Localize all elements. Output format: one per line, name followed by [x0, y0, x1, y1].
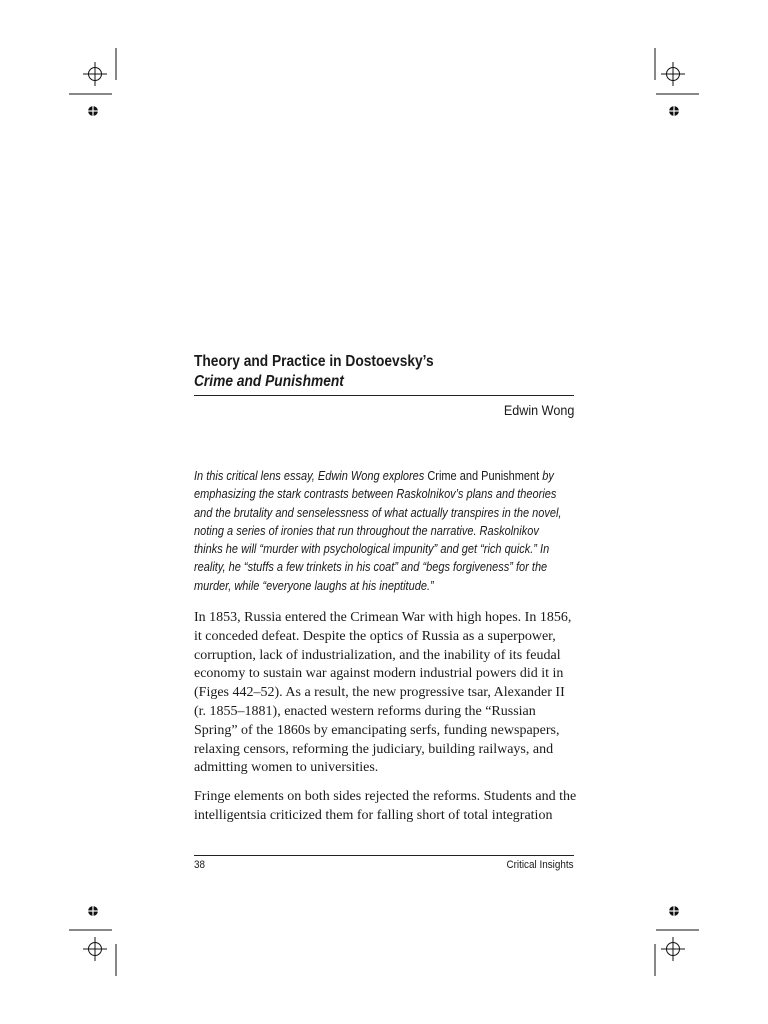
registration-mark-icon — [661, 62, 685, 86]
paragraph-line: admitting women to universities. — [194, 760, 379, 776]
paragraph-line: corruption, lack of industrialization, and the inability of its feudal — [194, 647, 561, 663]
paragraph-line: Fringe elements on both sides rejected the reforms. Students and the — [194, 789, 577, 804]
abstract-line: emphasizing the stark contrasts between Raskolnikov’s plans and theories — [194, 487, 557, 502]
registration-mark-icon — [83, 62, 107, 86]
page-number: 38 — [194, 859, 206, 871]
article-title — [194, 352, 574, 392]
abstract-line: In this critical lens essay, Edwin Wong explores Crime and Punishment by — [194, 469, 554, 483]
body-paragraph-1 — [194, 609, 584, 778]
paragraph-line: In 1853, Russia entered the Crimean War with high hopes. In 1856, — [194, 610, 572, 625]
running-footer: Critical Insights — [506, 859, 574, 871]
paragraph-line: relaxing censors, reforming the judiciary, building railways, and — [194, 741, 554, 757]
title-divider — [194, 395, 574, 396]
abstract-line: reality, he “stuffs a few trinkets in his coat” and “begs forgiveness” for the — [194, 560, 548, 575]
title-line-1: Theory and Practice in Dostoevsky’s — [194, 353, 434, 370]
registration-mark-icon — [661, 937, 685, 961]
paragraph-line: economy to sustain war against modern industrial powers did it in — [194, 666, 564, 682]
registration-mark-icon — [83, 937, 107, 961]
paragraph-line: intelligentsia criticized them for falling short of total integration — [194, 807, 553, 823]
title-line-2: Crime and Punishment — [194, 373, 344, 390]
paragraph-line: it conceded defeat. Despite the optics of Russia as a superpower, — [194, 628, 556, 644]
author-name: Edwin Wong — [503, 402, 574, 418]
footer-divider — [194, 855, 574, 856]
body-paragraph-2 — [194, 788, 584, 826]
paragraph-line: Spring” of the 1860s by emancipating serfs, funding newspapers, — [194, 722, 560, 738]
abstract — [194, 467, 584, 595]
abstract-line: murder, while “everyone laughs at his ineptitude.” — [194, 578, 434, 593]
paragraph-line: (Figes 442–52). As a result, the new progressive tsar, Alexander II — [194, 685, 565, 701]
abstract-line: and the brutality and senselessness of what actually transpires in the novel, — [194, 505, 562, 520]
abstract-line: thinks he will “murder with psychological impunity” and get “rich quick.” In — [194, 542, 550, 557]
paragraph-line: (r. 1855–1881), enacted western reforms during the “Russian — [194, 703, 536, 719]
book-title: Crime and Punishment — [427, 469, 540, 483]
abstract-line: noting a series of ironies that run throughout the narrative. Raskolnikov — [194, 523, 539, 538]
